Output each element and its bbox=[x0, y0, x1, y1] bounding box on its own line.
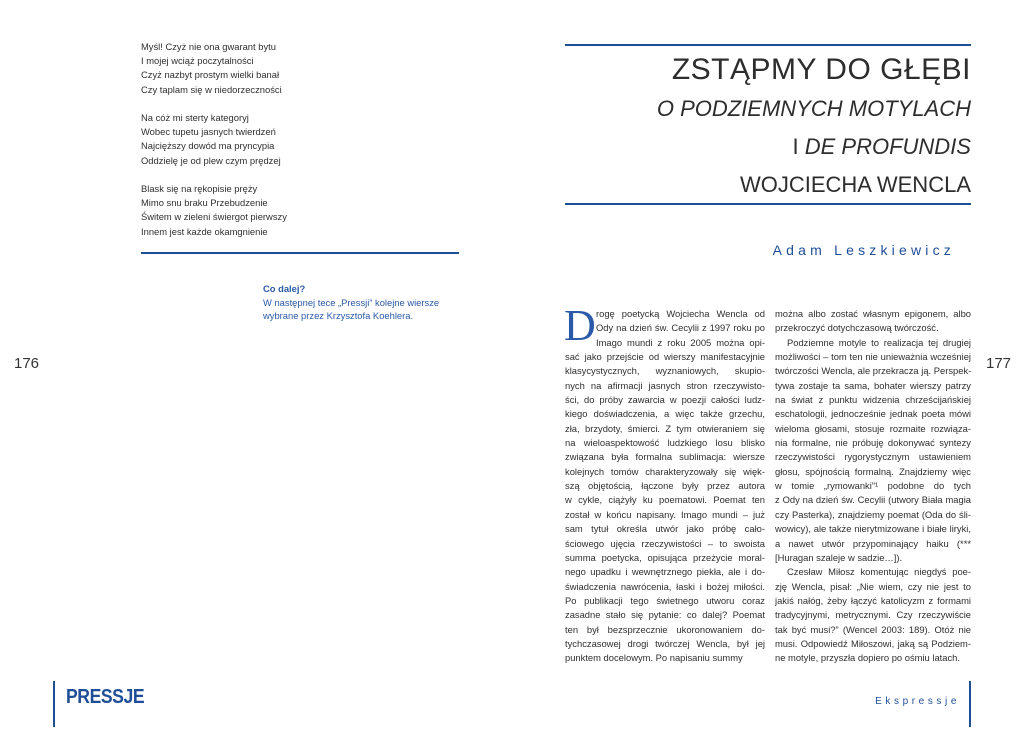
article-line: kiego doświadczenia, a więc także grzechu, bbox=[565, 408, 765, 420]
article-line: głosu, spójnością formalną. Znajdziemy więc bbox=[775, 465, 971, 477]
article-line: na świat z punktu widzenia chrześcijańskiej bbox=[775, 394, 971, 406]
article-line: klasycystycznych, wyznaniowych, skupio- bbox=[565, 365, 765, 377]
article-line: eschatologii, jednocześnie jednak poeta mówi bbox=[775, 408, 971, 420]
title-line: ZSTĄPMY DO GŁĘBI bbox=[671, 53, 971, 86]
title-line bbox=[565, 128, 971, 166]
article-line: możliwości – tom ten nie unieważnia wcześniej bbox=[775, 351, 971, 363]
title-line: WOJCIECHA WENCLA bbox=[739, 172, 971, 197]
article-line: wowicy), ale także nierytmizowane i białe liryki, bbox=[775, 523, 971, 535]
poem-line: Mimo snu braku Przebudzenie bbox=[141, 197, 268, 209]
article-line: ten był bezsprzecznie ukoronowaniem do- bbox=[565, 623, 765, 635]
article-line: został w końcu napisany. Imago mundi – już bbox=[565, 508, 765, 520]
article-line: Ody na dzień św. Cecylii z 1997 roku po bbox=[596, 322, 765, 334]
next-issue-question: Co dalej? bbox=[263, 283, 306, 294]
article-line: punktem docelowym. Po napisaniu summy bbox=[565, 652, 743, 664]
article-line: nego upadku i wewnętrznego piekła, ale i do- bbox=[565, 566, 765, 578]
drop-cap: D bbox=[564, 301, 596, 350]
article-line: Po publikacji tego świetnego utworu coraz bbox=[565, 594, 765, 606]
article-line: na wieloaspektowość ludzkiego losu blisko bbox=[565, 437, 765, 449]
poem bbox=[141, 40, 441, 253]
article-line: związana była formalna sublimacja: wiersze bbox=[565, 451, 765, 463]
article-line: z Ody na dzień św. Cecylii (utwory Biała magia bbox=[775, 494, 971, 506]
page-number-left: 176 bbox=[14, 355, 40, 372]
article-line: rogę poetycką Wojciecha Wencla od bbox=[596, 308, 765, 319]
poem-line: Oddzielę je od plew czym prędzej bbox=[141, 154, 281, 166]
article-line: zasadne stało się pytanie: co dalej? Poemat bbox=[565, 609, 765, 621]
article-column-2 bbox=[775, 307, 971, 666]
article-column-1 bbox=[565, 307, 765, 666]
section-name: Ekspressje bbox=[875, 696, 960, 707]
article-title bbox=[565, 44, 971, 204]
article-line: Imago mundi z roku 2005 można opi- bbox=[596, 336, 765, 348]
article-line: w cykle, ciążyły ku poematowi. Poemat ten bbox=[565, 494, 765, 506]
footer-rule-left bbox=[53, 681, 55, 727]
next-issue-line: wybrane przez Krzysztofa Koehlera. bbox=[263, 310, 414, 322]
article-line: ne motyle, przyszła dopiero po ośmiu latach. bbox=[775, 652, 960, 664]
title-italic: DE PROFUNDIS bbox=[804, 134, 971, 159]
poem-divider bbox=[141, 252, 459, 254]
article-line: summa poetycka, opisująca przeżycie moral- bbox=[565, 551, 765, 563]
poem-line: Innem jest każde okamgnienie bbox=[141, 225, 268, 237]
article-line: [Huragan szaleje w sadzie…]). bbox=[775, 551, 903, 563]
article-line: sam tytuł określa utwór jako próbę cało- bbox=[565, 523, 765, 535]
article-line: czy Pasterka), znajdziemy poemat (Oda do śli- bbox=[775, 508, 971, 520]
poem-stanza bbox=[141, 111, 441, 168]
poem-line: Myśl! Czyż nie ona gwarant bytu bbox=[141, 41, 276, 52]
next-issue-line: W następnej tece „Pressji” kolejne wiersze bbox=[263, 296, 440, 308]
article-line: zję Wencla, pisał: „Nie wiem, czy nie jest to bbox=[775, 580, 971, 592]
article-line: ści, do próby zawarcia w poezji całości ludz- bbox=[565, 394, 765, 406]
article-line: świadczenia nawrócenia, łaski i bożej miłości. bbox=[565, 580, 765, 592]
title-line: O PODZIEMNYCH MOTYLACH bbox=[656, 96, 971, 121]
footer-rule-right bbox=[969, 681, 971, 727]
article-line: można albo zostać własnym epigonem, albo bbox=[775, 308, 971, 319]
title-rule-bottom bbox=[565, 203, 971, 205]
poem-stanza bbox=[141, 182, 441, 239]
article-line: jakiś nałóg, żeby łączyć katolicyzm z formami bbox=[775, 594, 971, 606]
author-name: Adam Leszkiewicz bbox=[772, 242, 955, 258]
poem-line: Wobec tupetu jasnych twierdzeń bbox=[141, 126, 276, 138]
poem-line: Czy taplam się w niedorzeczności bbox=[141, 83, 282, 95]
article-line: nia formalne, nie próbuję dokonywać syntezy bbox=[775, 437, 971, 449]
pressje-logo: PRESSJE bbox=[66, 686, 145, 708]
poem-line: Najcięższy dowód ma pryncypia bbox=[141, 140, 275, 152]
next-issue-note bbox=[263, 282, 483, 323]
article-line: w tomie „rymowanki”¹ podobne do tych bbox=[775, 480, 971, 492]
poem-line: I mojej wciąż poczytalności bbox=[141, 55, 254, 67]
article-line: kolejnych tomów charakteryzowały się więk- bbox=[565, 465, 765, 477]
article-line: rzeczywistości rygorystycznym ustawieniem bbox=[775, 451, 971, 463]
article-line: a nawet utwór przypominający haiku (*** bbox=[775, 537, 971, 549]
title-prefix: I bbox=[792, 134, 805, 159]
article-line: tychczasowej drogi twórczej Wencla, był jej bbox=[565, 637, 765, 649]
article-line: tradycyjnymi, metrycznymi. Czy rzeczywiście bbox=[775, 609, 971, 621]
article-line: nych na afirmacji jasnych stron rzeczywisto- bbox=[565, 379, 765, 391]
article-line: Czesław Miłosz komentując niegdyś poe- bbox=[787, 566, 971, 578]
article-line: Podziemne motyle to realizacja tej drugiej bbox=[787, 336, 971, 348]
poem-stanza bbox=[141, 40, 441, 97]
poem-line: Czyż nazbyt prostym wielki banał bbox=[141, 69, 280, 81]
article-line: tak być musi?” (Wencel 2003: 189). Otóż nie bbox=[775, 623, 971, 635]
poem-line: Na cóż mi sterty kategoryj bbox=[141, 112, 249, 123]
article-line: ściowego ujęcia rzeczywistości – to swoista bbox=[565, 537, 765, 549]
page-number-right: 177 bbox=[986, 355, 1012, 372]
article-line: przekroczyć dotychczasową twórczość. bbox=[775, 322, 939, 334]
article-line: musi. Odpowiedź Miłoszowi, jaką są Podziem- bbox=[775, 637, 971, 649]
article-line: twórczości Wencla, ale przekracza ją. Perspek- bbox=[775, 365, 971, 377]
poem-line: Blask się na rękopisie pręży bbox=[141, 183, 258, 194]
article-line: szą objętością, łączone były przez autora bbox=[565, 480, 765, 492]
article-line: wieloma głosami, stosuje rozmaite rozwiąza- bbox=[775, 422, 971, 434]
article-line: sać jako przejście od wierszy manifestacyjnie bbox=[565, 351, 765, 363]
article-line: zła, brzydoty, śmierci. Z tym otwieraniem się bbox=[565, 422, 765, 434]
article-line: tywa zostaje ta sama, bohater wierszy patrzy bbox=[775, 379, 971, 391]
poem-line: Świtem w zieleni świergot pierwszy bbox=[141, 211, 287, 223]
